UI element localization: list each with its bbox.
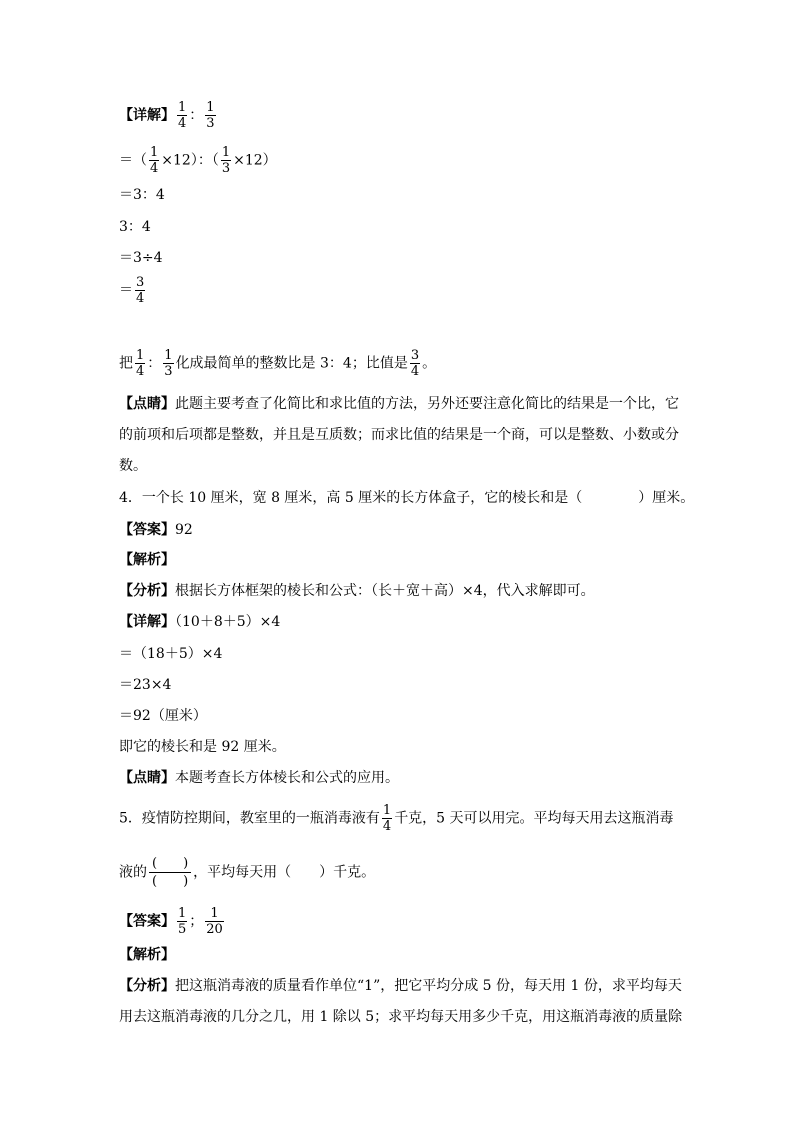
q4-detail-line4: ＝92（厘米） xyxy=(119,708,207,724)
fraction: $\frac{3}{4}$ xyxy=(410,348,420,379)
q4-detail-line3: ＝23×4 xyxy=(119,677,172,693)
s3-detail-line2: ＝（ $\frac{1}{4}$ ×12）：（ $\frac{1}{3}$ ×12） xyxy=(119,145,277,176)
s3-detail-line3: ＝3：4 xyxy=(119,187,165,203)
q5-jiexi: 【解析】 xyxy=(119,947,175,963)
answer-tag: 【答案】 xyxy=(119,522,175,538)
q4-tip: 【点睛】本题考查长方体棱长和公式的应用。 xyxy=(119,770,399,786)
q4-analysis: 【分析】根据长方体框架的棱长和公式：（长＋宽＋高）×4，代入求解即可。 xyxy=(119,583,595,599)
tip-tag: 【点睛】 xyxy=(119,396,175,412)
s3-tip-line2: 的前项和后项都是整数，并且是互质数；而求比值的结果是一个商，可以是整数、小数或分 xyxy=(119,427,679,443)
answer-tag: 【答案】 xyxy=(119,913,175,930)
fraction: $\frac{1}{4}$ xyxy=(136,348,145,379)
fraction: $\frac{1}{5}$ xyxy=(178,906,187,937)
analysis-tag: 【分析】 xyxy=(119,978,175,994)
fraction: $\frac{1}{4}$ xyxy=(178,100,187,131)
q5-analysis-line2: 用去这瓶消毒液的几分之几，用 1 除以 5；求平均每天用多少千克，用这瓶消毒液的质量除 xyxy=(119,1009,683,1025)
detail-tag: 【详解】 xyxy=(119,107,175,124)
fraction-blank: $\frac{( )}{( )}$ xyxy=(149,855,191,890)
q4-detail-line2: ＝（18＋5）×4 xyxy=(119,646,223,662)
q4-conclusion: 即它的棱长和是 92 厘米。 xyxy=(119,739,286,755)
q5-answer: 【答案】 $\frac{1}{5}$ ； $\frac{1}{20}$ xyxy=(119,906,223,937)
s3-summary: 把 $\frac{1}{4}$ ： $\frac{1}{3}$ 化成最简单的整数比是 3：4；比值是 $\frac{3}{4}$ 。 xyxy=(119,348,437,379)
s3-detail-line4: 3：4 xyxy=(119,219,151,235)
fraction: $\frac{1}{3}$ xyxy=(221,145,231,176)
q5-question-line2: 液的 $\frac{( )}{( )}$ ，平均每天用（ ）千克。 xyxy=(119,856,376,889)
q4-question: 4．一个长 10 厘米，宽 8 厘米，高 5 厘米的长方体盒子，它的棱长和是（ ）厘米。 xyxy=(119,490,695,506)
fraction: $\frac{1}{20}$ xyxy=(206,906,223,937)
fraction: $\frac{3}{4}$ xyxy=(136,275,145,306)
q5-question-line1: 5．疫情防控期间，教室里的一瓶消毒液有 $\frac{1}{4}$ 千克，5 天可以用完。平均每天用去这瓶消毒 xyxy=(119,803,674,834)
detail-tag: 【详解】 xyxy=(119,614,175,630)
fraction: $\frac{1}{3}$ xyxy=(206,100,215,131)
fraction: $\frac{1}{4}$ xyxy=(382,803,392,834)
q4-jiexi: 【解析】 xyxy=(119,552,175,568)
fraction: $\frac{1}{3}$ xyxy=(164,348,173,379)
fraction: $\frac{1}{4}$ xyxy=(150,145,159,176)
q4-answer: 【答案】92 xyxy=(119,522,193,538)
q5-analysis-line1: 【分析】把这瓶消毒液的质量看作单位“1”，把它平均分成 5 份，每天用 1 份，求平均每天 xyxy=(119,978,682,994)
s3-detail-line1: 【详解】 $\frac{1}{4}$ ： $\frac{1}{3}$ xyxy=(119,100,215,131)
s3-detail-line6: ＝ $\frac{3}{4}$ xyxy=(119,275,145,306)
analysis-tag: 【分析】 xyxy=(119,583,175,599)
q4-detail-line1: 【详解】（10＋8＋5）×4 xyxy=(119,614,281,630)
s3-tip-line3: 数。 xyxy=(119,458,147,474)
s3-detail-line5: ＝3÷4 xyxy=(119,250,163,266)
tip-tag: 【点睛】 xyxy=(119,770,175,786)
s3-tip-line1: 【点睛】此题主要考查了化简比和求比值的方法，另外还要注意化简比的结果是一个比，它 xyxy=(119,396,679,412)
